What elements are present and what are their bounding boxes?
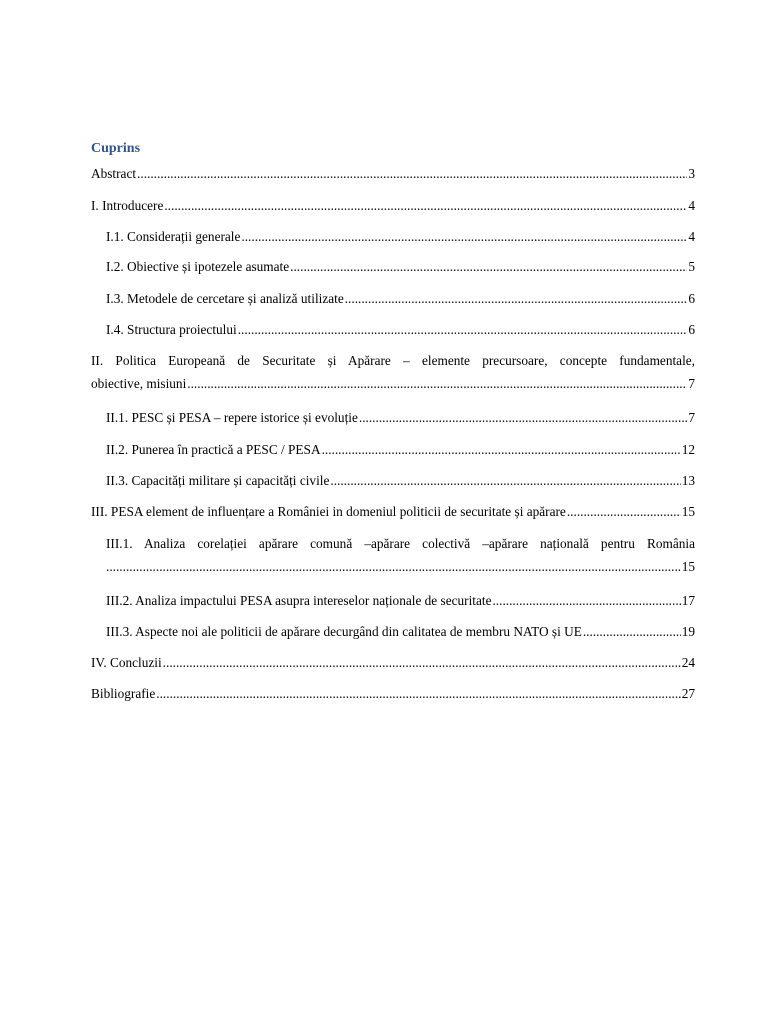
- dot-leader: [187, 376, 687, 392]
- toc-entry-page: 19: [681, 624, 695, 639]
- toc-entry-label: Abstract: [91, 166, 137, 181]
- dot-leader: [567, 504, 681, 520]
- toc-entry-ii1[interactable]: [91, 410, 695, 426]
- toc-heading-block: [91, 138, 695, 160]
- toc-entry-page: 4: [688, 229, 695, 244]
- toc-entry-ii2[interactable]: [91, 442, 695, 458]
- toc-entry-page: 4: [688, 198, 695, 213]
- toc-entry-introducere[interactable]: [91, 198, 695, 214]
- toc-entry-page: 7: [688, 376, 695, 391]
- toc-entry-label: IV. Concluzii: [91, 655, 162, 670]
- toc-entry-label: I.2. Obiective și ipotezele asumate: [106, 259, 290, 274]
- toc-entry-i2[interactable]: [91, 259, 695, 275]
- toc-entry-concluzii[interactable]: [91, 655, 695, 671]
- toc-entry-label: II.2. Punerea în practică a PESC / PESA: [106, 442, 321, 457]
- toc-entry-page: 6: [688, 322, 695, 337]
- toc-entry-page: 7: [688, 410, 695, 425]
- dot-leader: [238, 322, 688, 338]
- toc-entry-i1[interactable]: [91, 229, 695, 245]
- dot-leader: [322, 442, 681, 458]
- toc-entry-page: 6: [688, 291, 695, 306]
- dot-leader: [106, 559, 681, 575]
- toc-entry-ii3[interactable]: [91, 473, 695, 489]
- toc-entry-i3[interactable]: [91, 291, 695, 307]
- toc-entry-page: 15: [681, 504, 695, 519]
- dot-leader: [345, 291, 688, 307]
- toc-entry-label: I.1. Considerații generale: [106, 229, 241, 244]
- toc-entry-bibliografie[interactable]: [91, 686, 695, 702]
- toc-entry-label: II.3. Capacități militare și capacități civile: [106, 473, 330, 488]
- toc-entry-page: 27: [681, 686, 695, 701]
- toc-entry-label-line1: III.1. Analiza corelației apărare comună –apărare colectivă –apărare națională pentru România: [106, 536, 695, 551]
- toc-entry-ii[interactable]: [91, 353, 695, 392]
- toc-entry-label: Bibliografie: [91, 686, 156, 701]
- toc-entry-label: I. Introducere: [91, 198, 164, 213]
- toc-entry-label: I.4. Structura proiectului: [106, 322, 237, 337]
- toc-entry-abstract[interactable]: [91, 166, 695, 182]
- dot-leader: [156, 686, 680, 702]
- toc-entry-page: 17: [681, 593, 695, 608]
- toc-entry-iii1[interactable]: [91, 536, 695, 575]
- dot-leader: [241, 229, 687, 245]
- dot-leader: [492, 593, 680, 609]
- dot-leader: [359, 410, 687, 426]
- dot-leader: [583, 624, 681, 640]
- toc-entry-label: III.2. Analiza impactului PESA asupra intereselor naționale de securitate: [106, 593, 492, 608]
- toc-entry-page: 15: [681, 559, 695, 574]
- toc-entry-iii[interactable]: [91, 504, 695, 520]
- toc-entry-label-line2: obiective, misiuni: [91, 376, 187, 391]
- toc-entry-page: 3: [688, 166, 695, 181]
- toc-entry-label: III.3. Aspecte noi ale politicii de apărare decurgând din calitatea de membru NATO și UE: [106, 624, 582, 639]
- dot-leader: [290, 259, 687, 275]
- dot-leader: [330, 473, 680, 489]
- toc-entry-page: 24: [681, 655, 695, 670]
- toc-entry-label: I.3. Metodele de cercetare și analiză utilizate: [106, 291, 344, 306]
- toc-entry-i4[interactable]: [91, 322, 695, 338]
- dot-leader: [163, 655, 681, 671]
- toc-entry-page: 5: [688, 259, 695, 274]
- dot-leader: [164, 198, 687, 214]
- toc-entry-page: 12: [681, 442, 695, 457]
- toc-entry-label: III. PESA element de influențare a României in domeniul politicii de securitate și apărare: [91, 504, 566, 519]
- toc-entry-label: II.1. PESC și PESA – repere istorice și evoluție: [106, 410, 358, 425]
- toc-entry-label-line1: II. Politica Europeană de Securitate și Apărare – elemente precursoare, concepte fundamentale,: [91, 353, 695, 368]
- dot-leader: [137, 166, 687, 182]
- toc-heading: Cuprins: [91, 141, 141, 156]
- toc-entry-page: 13: [681, 473, 695, 488]
- toc-entry-iii2[interactable]: [91, 593, 695, 609]
- toc-entry-iii3[interactable]: [91, 624, 695, 640]
